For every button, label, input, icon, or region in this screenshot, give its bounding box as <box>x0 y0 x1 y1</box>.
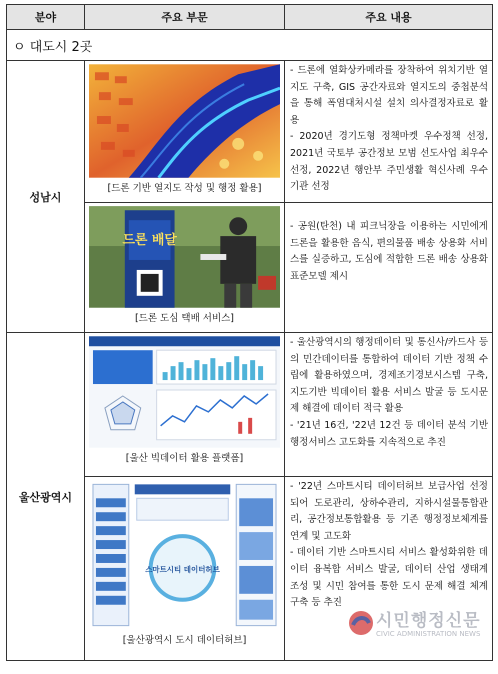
data-hub-diagram-image <box>89 480 280 630</box>
header-category: 분야 <box>7 5 85 30</box>
content-cell <box>285 61 493 203</box>
logo-icon <box>348 610 374 636</box>
section-row <box>7 30 493 61</box>
sector-cell <box>85 61 285 203</box>
section-title: ㅇ 대도시 2곳 <box>7 30 493 61</box>
table-row <box>7 333 493 477</box>
caption: [드론 기반 열지도 작성 및 행정 활용] <box>107 183 262 194</box>
drone-delivery-image <box>89 206 280 308</box>
caption: [드론 도심 택배 서비스] <box>134 313 235 324</box>
bigdata-platform-image <box>89 336 280 448</box>
header-sector: 주요 부문 <box>85 5 285 30</box>
content-cell <box>285 333 493 477</box>
header-content: 주요 내용 <box>285 5 493 30</box>
watermark <box>348 604 488 650</box>
watermark-subtitle: CIVIC ADMINISTRATION NEWS <box>376 630 481 638</box>
content-text: - 드론에 열화상카메라를 장착하여 위치기반 열지도 구축, GIS 공간자료와 열지도의 중첩분석을 통해 폭염대처시설 설치 의사결정자료로 활용 - 2020년 경기도형 정책마켓 우수정책 선정, 2021년 국토부 공간정보 모범 선도사업 최우수 선정, 2022년 행안부 주민생활 혁신사례 우수기관 선정 <box>290 65 488 193</box>
category-ulsan: 울산광역시 <box>7 333 85 661</box>
table-row <box>7 61 493 203</box>
table-header-row <box>7 5 493 30</box>
watermark-title: 시민행정신문 <box>376 611 481 631</box>
category-seongnam: 성남시 <box>7 61 85 333</box>
thermal-map-image <box>89 64 280 178</box>
content-cell <box>285 203 493 333</box>
sector-cell <box>85 477 285 661</box>
content-text: - 공원(탄천) 내 피크닉장을 이용하는 시민에게 드론을 활용한 음식, 편의물품 배송 상용화 서비스를 실증하고, 도심에 적합한 드론 배송 상용화 표준모델 제시 <box>290 221 488 282</box>
caption: [울산 빅데이터 활용 플랫폼] <box>125 453 244 464</box>
content-text: - '22년 스마트시티 데이터허브 보급사업 선정되어 도로관리, 상하수관리, 지하시설물통합관리, 공간정보통합활용 등 기존 행정정보체계를 연계 및 고도화 - 데이터 기반 스마트시티 서비스 활성화위한 데이터 융복합 서비스 발굴, 데이터 산업 생태계 조성 및 시민 참여를 통한 도시 문제 해결 체계 구축 등 추진 <box>290 481 488 609</box>
caption: [울산광역시 도시 데이터허브] <box>122 635 247 646</box>
hub-label: 스마트시티 데이터허브 <box>145 564 220 574</box>
policy-table <box>6 4 493 661</box>
content-text: - 울산광역시의 행정데이터 및 통신사/카드사 등의 민간데이터를 통합하여 데이터 기반 정책 수립에 활용하였으며, 경제조기경보시스템 구축, 지도기반 빅데이터 활용 서비스 발굴 등 도시문제 해결에 데이터 적극 활용 - '21년 16건, '22년 12건 등 데이터 분석 기반 행정서비스 고도화를 지속적으로 추진 <box>290 337 488 448</box>
sector-cell <box>85 333 285 477</box>
sign-text: 드론 배달 <box>122 233 177 249</box>
sector-cell <box>85 203 285 333</box>
